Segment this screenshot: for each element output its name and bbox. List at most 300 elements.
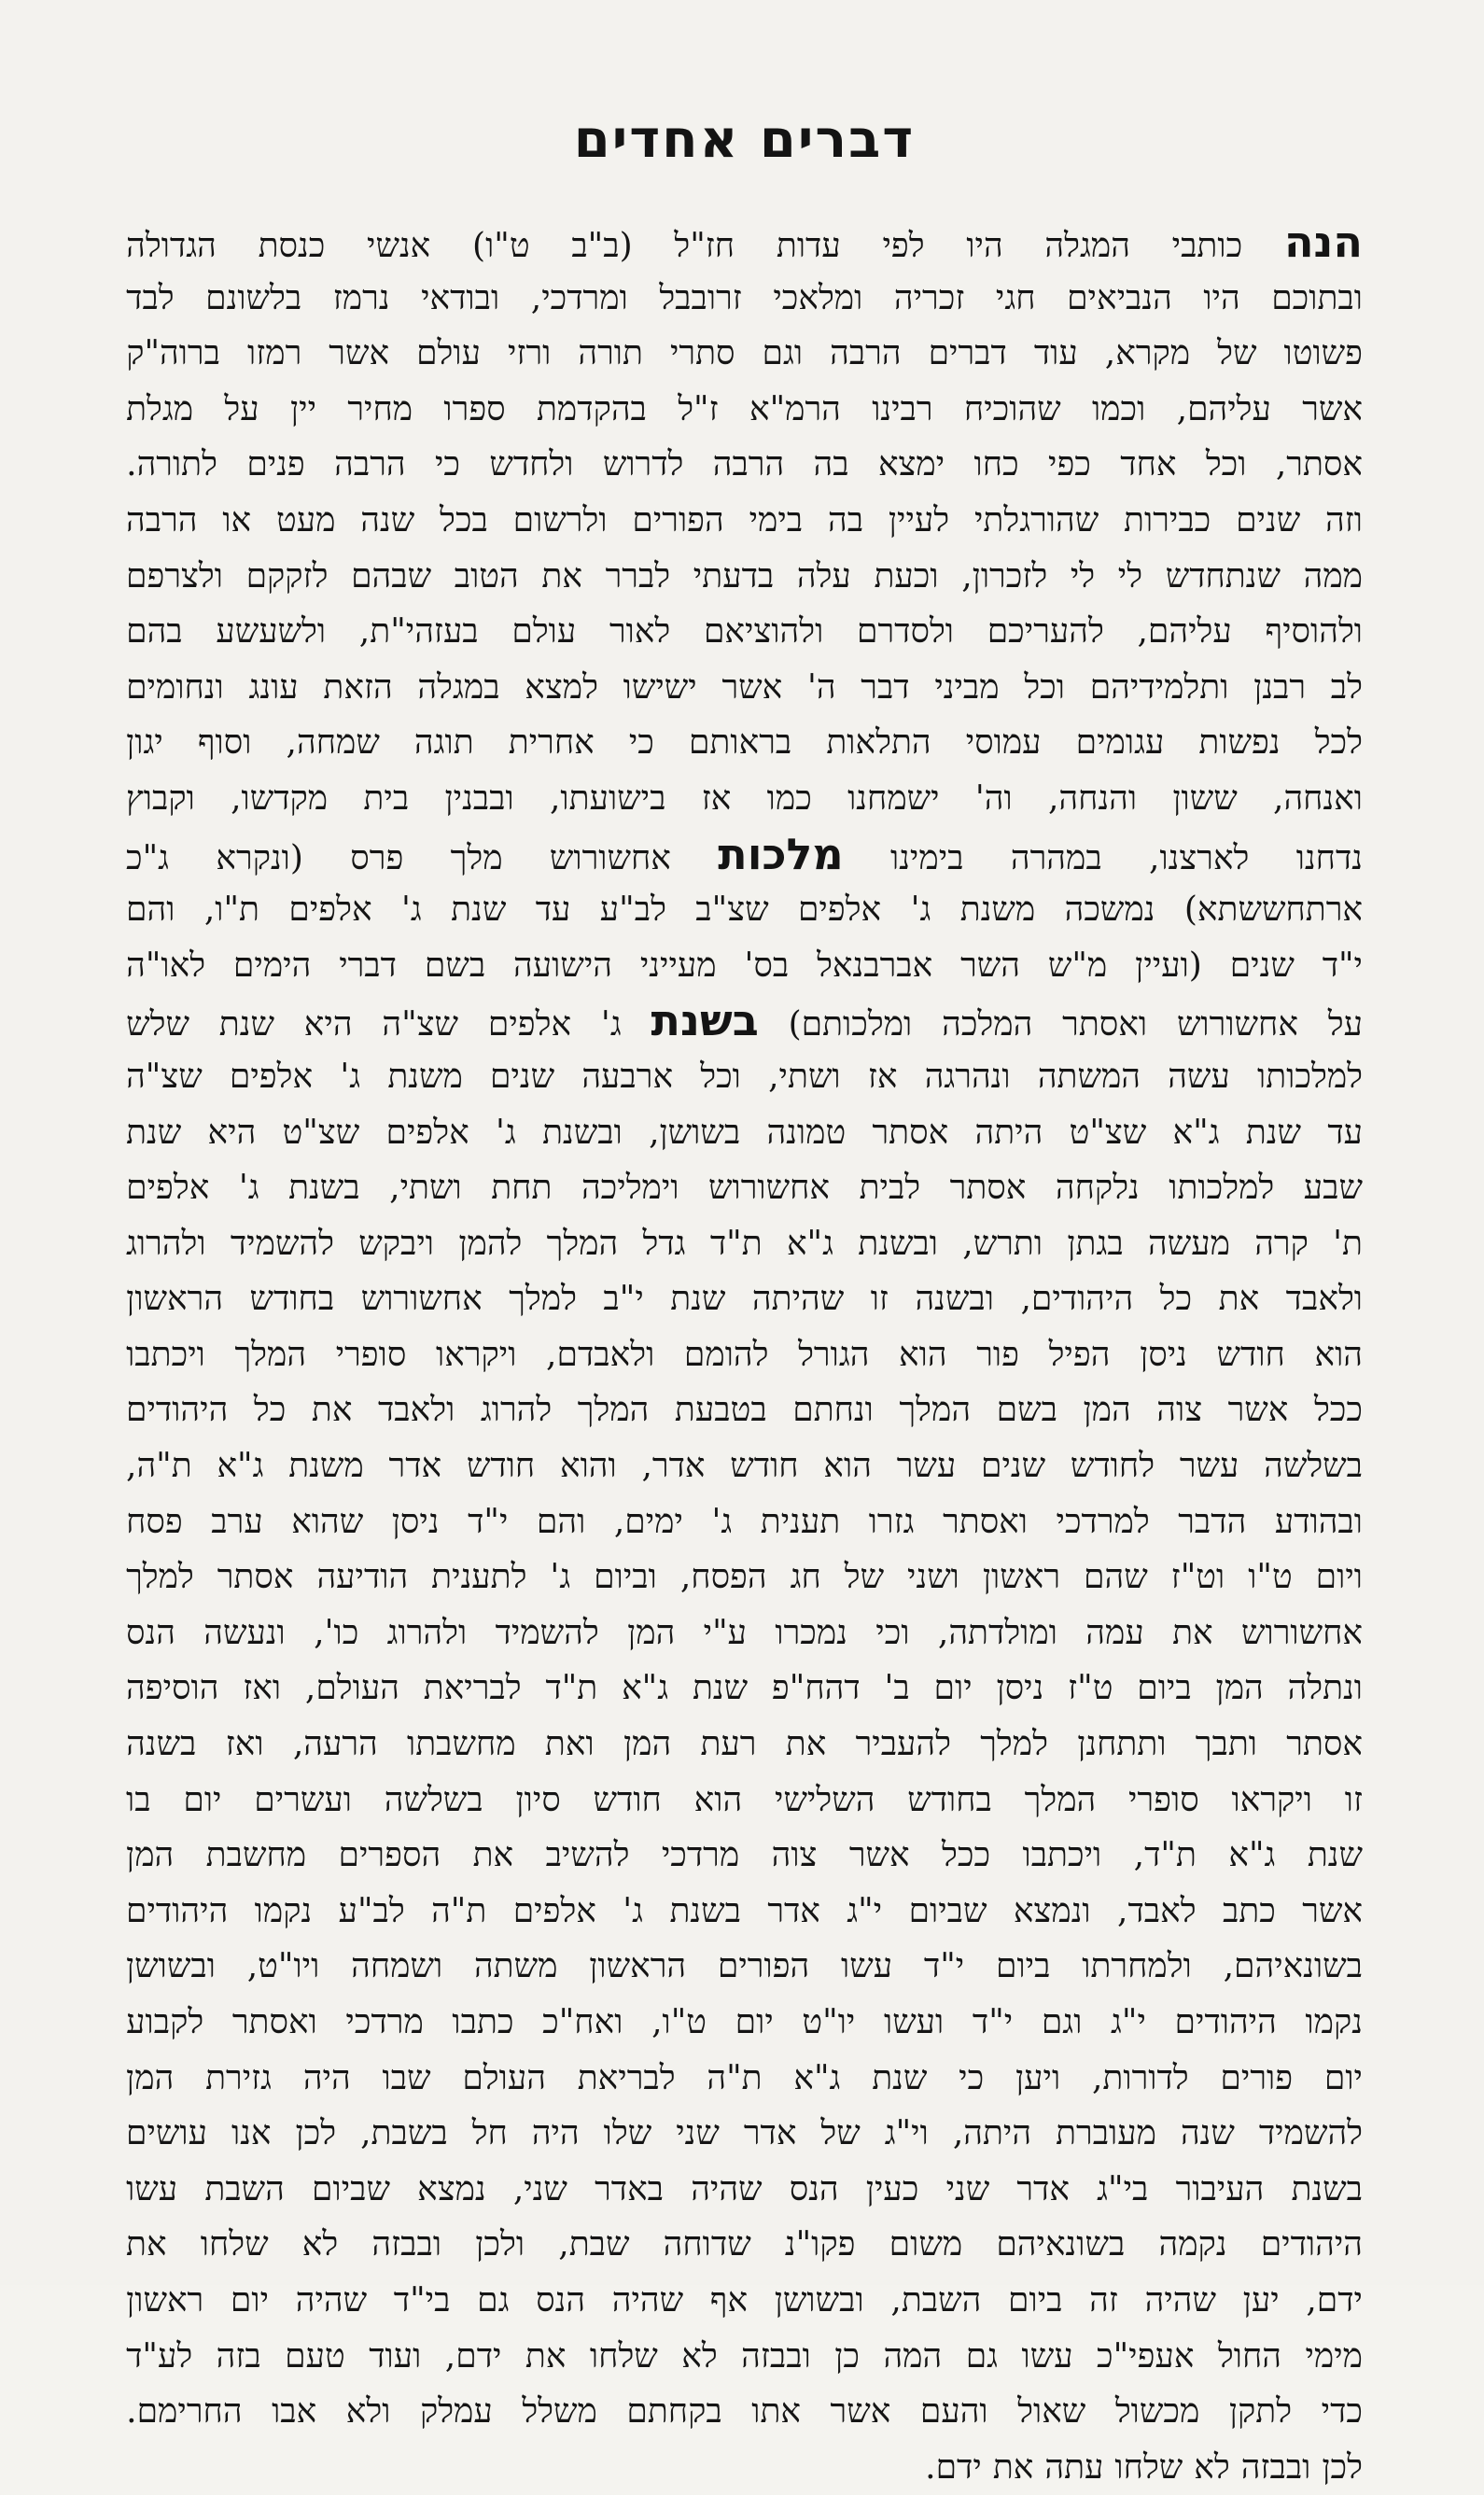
word: אשר bbox=[830, 2392, 891, 2432]
word: י"ג bbox=[1111, 2003, 1146, 2041]
word: זכריה bbox=[893, 278, 965, 317]
word: יין bbox=[289, 389, 317, 428]
word: גם bbox=[477, 2280, 510, 2320]
word: מקדשו, bbox=[231, 778, 329, 818]
word: מימי bbox=[1305, 2336, 1363, 2376]
text-line bbox=[126, 1049, 1363, 1105]
word: ביום bbox=[1137, 1669, 1192, 1708]
word: חז"ל bbox=[674, 227, 735, 265]
word: שצ"ב bbox=[695, 890, 769, 930]
word: הנס bbox=[536, 2280, 586, 2320]
word: המלך bbox=[577, 1391, 650, 1430]
word: שהוא bbox=[291, 1502, 364, 1541]
word: את bbox=[1218, 1280, 1260, 1319]
word: הראשון bbox=[126, 1280, 224, 1319]
word: לאור bbox=[609, 612, 671, 652]
word: הפורים bbox=[717, 1947, 810, 1986]
word: ושתי, bbox=[389, 1169, 462, 1208]
word: הטוב bbox=[454, 556, 519, 596]
word: (ועיין bbox=[1135, 946, 1202, 985]
word: הוסיפה bbox=[126, 1669, 219, 1708]
word: המלך bbox=[546, 1224, 619, 1263]
word: ויכתבו bbox=[1022, 1836, 1102, 1875]
word: ואז bbox=[243, 1669, 282, 1708]
word: כבירות bbox=[1124, 500, 1211, 540]
word: עליהם, bbox=[1137, 612, 1232, 652]
word: היו bbox=[966, 227, 1003, 265]
word: ונתלה bbox=[1287, 1669, 1363, 1708]
text-line bbox=[126, 2440, 1363, 2495]
word: המן bbox=[126, 1836, 175, 1875]
word: ונהרגה bbox=[924, 1057, 1011, 1096]
word: שמחה, bbox=[286, 723, 380, 763]
word: משלל bbox=[522, 2392, 597, 2432]
word: הראשון bbox=[589, 1947, 687, 1986]
word: שבת, bbox=[558, 2225, 630, 2264]
word: מכשול bbox=[1114, 2392, 1200, 2432]
word: ונחומים bbox=[126, 667, 224, 707]
word: המה bbox=[883, 2336, 943, 2376]
word: וה' bbox=[974, 778, 1013, 818]
word: ראשון bbox=[126, 2280, 204, 2320]
word: ובשושן bbox=[126, 1947, 216, 1986]
text-line bbox=[126, 1382, 1363, 1438]
word: שהיה bbox=[611, 2280, 684, 2320]
word: ואז bbox=[225, 1725, 264, 1764]
body-text bbox=[126, 215, 1363, 2495]
word: אלפים bbox=[487, 1005, 572, 1044]
word: הנס bbox=[789, 2169, 839, 2208]
word: שנת bbox=[451, 890, 507, 930]
text-line bbox=[126, 1327, 1363, 1383]
word: אשר bbox=[848, 1836, 910, 1875]
word: העולם bbox=[462, 2058, 546, 2097]
word: ובבזה bbox=[371, 2225, 442, 2264]
display-word: מלכות bbox=[718, 828, 844, 879]
word: הגדולה bbox=[126, 227, 217, 265]
word: לתקן bbox=[1228, 2392, 1293, 2432]
word: סתרי bbox=[669, 334, 735, 373]
word: אדר bbox=[743, 2114, 797, 2153]
text-line bbox=[126, 1271, 1363, 1327]
word: התלאות bbox=[826, 723, 931, 763]
word: ת"ה bbox=[431, 1891, 487, 1930]
word: ויקראו bbox=[436, 1335, 517, 1374]
text-line bbox=[126, 938, 1363, 994]
word: וט"ז bbox=[1170, 1558, 1225, 1597]
word: נקמה bbox=[1158, 2225, 1227, 2264]
word: אז bbox=[701, 778, 732, 818]
word: ישמחנו bbox=[847, 778, 940, 818]
text-line bbox=[126, 1494, 1363, 1550]
word: המגלה bbox=[1044, 227, 1130, 265]
word: והוא bbox=[559, 1447, 617, 1486]
word: את bbox=[785, 1725, 827, 1764]
word: לבד bbox=[126, 278, 175, 317]
word: אנשי bbox=[367, 227, 431, 265]
word: הנס bbox=[126, 1613, 175, 1652]
word: ג"א bbox=[1172, 1113, 1220, 1152]
word: עוד bbox=[1033, 334, 1078, 373]
word: ולאבד bbox=[1285, 1280, 1363, 1319]
text-line bbox=[126, 1773, 1363, 1829]
word: אשר bbox=[721, 667, 783, 707]
text-line bbox=[126, 2273, 1363, 2329]
word: מעשה bbox=[1148, 1224, 1230, 1263]
word: להשמיד bbox=[1258, 2114, 1363, 2153]
word: כפי bbox=[1048, 445, 1091, 484]
word: ב' bbox=[884, 1669, 910, 1708]
text-line bbox=[126, 549, 1363, 605]
word: ובתוכם bbox=[1271, 278, 1363, 317]
word: עמלק bbox=[419, 2392, 493, 2432]
word: בהקדמת bbox=[536, 389, 647, 428]
word: את bbox=[525, 2336, 567, 2376]
word: היהודים bbox=[1174, 2003, 1277, 2041]
word: עולם bbox=[511, 612, 577, 652]
word: יום bbox=[183, 1780, 222, 1819]
word: דבר bbox=[861, 667, 910, 707]
word: ומלאכי bbox=[773, 278, 863, 317]
word: תוגה bbox=[413, 723, 474, 763]
word: את bbox=[311, 1391, 353, 1430]
text-line bbox=[126, 326, 1363, 382]
word: או bbox=[222, 500, 252, 540]
word: הגורל bbox=[798, 1335, 870, 1374]
word: ויכתבו bbox=[126, 1335, 205, 1374]
word: רמזו bbox=[246, 334, 302, 373]
word: כחו bbox=[973, 445, 1019, 484]
word: ראשון bbox=[982, 1558, 1061, 1597]
word: ועשו bbox=[883, 2003, 945, 2041]
word: הרבה bbox=[126, 500, 198, 540]
word: אדר bbox=[1016, 2169, 1070, 2208]
word: ת"ד bbox=[709, 1224, 763, 1263]
word: וכל bbox=[1024, 667, 1065, 707]
word: שהורגלתי bbox=[973, 500, 1099, 540]
word: שנה bbox=[1180, 2114, 1235, 2153]
text-line bbox=[126, 882, 1363, 938]
word: ויום bbox=[1315, 1558, 1363, 1597]
word: כו', bbox=[314, 1613, 359, 1652]
word: אסתר bbox=[1286, 1725, 1363, 1764]
word: ולהרוג bbox=[126, 1224, 206, 1263]
word: כי bbox=[959, 2058, 985, 2097]
word: השבת, bbox=[890, 2280, 982, 2320]
word: ומלכותם) bbox=[788, 1005, 913, 1044]
text-line bbox=[126, 1105, 1363, 1161]
word: החול bbox=[1217, 2336, 1281, 2376]
word: כי bbox=[628, 723, 654, 763]
word: ותלמידיהם bbox=[1089, 667, 1229, 707]
word: ידם, bbox=[1306, 2280, 1363, 2320]
word: לא bbox=[681, 2336, 718, 2376]
word: עשו bbox=[126, 2169, 178, 2208]
word: העולם, bbox=[304, 1669, 399, 1708]
word: כתבו bbox=[452, 2003, 514, 2041]
word: והם bbox=[126, 890, 175, 930]
word: וימליכה bbox=[581, 1169, 679, 1208]
word: נפשות bbox=[1198, 723, 1281, 763]
word: שאול bbox=[1017, 2392, 1086, 2432]
word: ת"ד bbox=[545, 1669, 598, 1708]
word: עשו bbox=[1021, 2336, 1073, 2376]
word: ט"ז bbox=[1068, 1669, 1113, 1708]
word: ולא bbox=[345, 2392, 391, 2432]
word: ט"ו) bbox=[472, 227, 530, 265]
word: ה' bbox=[806, 667, 836, 707]
word: נדחנו bbox=[1295, 838, 1363, 877]
word: הדבר bbox=[1178, 1502, 1247, 1541]
word: ובשושן bbox=[774, 2280, 864, 2320]
word: ולהוסיף bbox=[1265, 612, 1363, 652]
word: סופרי bbox=[1128, 1780, 1199, 1819]
word: לעיין bbox=[888, 500, 950, 540]
word: גדל bbox=[642, 1224, 686, 1263]
word: ישישו bbox=[623, 667, 697, 707]
word: בס' bbox=[744, 946, 790, 985]
word: להשיב bbox=[545, 1836, 630, 1875]
word: ממה bbox=[1303, 556, 1363, 596]
word: למלך bbox=[509, 1280, 577, 1319]
word: ותתחנן bbox=[1077, 1725, 1167, 1764]
word: שלו bbox=[603, 2114, 652, 2153]
word: עתה bbox=[1044, 2447, 1104, 2487]
word: שהיה bbox=[691, 2169, 763, 2208]
word: אחשורוש bbox=[708, 1169, 831, 1208]
text-line bbox=[126, 604, 1363, 660]
word: במגלה bbox=[417, 667, 500, 707]
word: את bbox=[992, 2447, 1034, 2487]
word: ולכן bbox=[475, 2225, 525, 2264]
word: אדר bbox=[767, 1891, 820, 1930]
word: למלך bbox=[126, 1558, 194, 1597]
text-line bbox=[126, 1884, 1363, 1940]
word: לדרוש bbox=[602, 445, 684, 484]
word: בקחתם bbox=[626, 2392, 722, 2432]
word: שבהם bbox=[351, 556, 432, 596]
word: ואת bbox=[544, 1725, 595, 1764]
text-line bbox=[126, 660, 1363, 716]
word: פרס bbox=[350, 838, 404, 877]
word: הרבה bbox=[830, 334, 902, 373]
word: גם bbox=[965, 2336, 999, 2376]
word: לע"ד bbox=[126, 2336, 193, 2376]
display-word: בשנת bbox=[651, 995, 759, 1046]
word: המשתה bbox=[1037, 1057, 1141, 1096]
word: כעין bbox=[865, 2169, 919, 2208]
word: ניסן bbox=[391, 1502, 440, 1541]
word: אף bbox=[709, 2280, 749, 2320]
text-line bbox=[126, 1605, 1363, 1661]
word: ושמחה bbox=[351, 1947, 443, 1986]
word: סיון bbox=[515, 1780, 561, 1819]
word: הרמ"א bbox=[749, 389, 841, 428]
word: עושים bbox=[126, 2114, 207, 2153]
word: לב bbox=[1330, 667, 1363, 707]
word: הנביאים bbox=[1067, 278, 1172, 317]
word: בשבת, bbox=[360, 2114, 448, 2153]
word: ולהוציאם bbox=[703, 612, 824, 652]
word: שלחו bbox=[200, 2225, 269, 2264]
word: בשם bbox=[424, 946, 486, 985]
word: המלך bbox=[234, 1335, 307, 1374]
word: ואסתר bbox=[943, 1502, 1028, 1541]
word: אשר bbox=[329, 334, 390, 373]
word: במהרה bbox=[1010, 838, 1102, 877]
word: זה bbox=[1089, 2280, 1118, 2320]
word: בשושן, bbox=[649, 1113, 741, 1152]
word: השלישי bbox=[775, 1780, 875, 1819]
word: היה bbox=[302, 2058, 351, 2097]
word: ובשנה bbox=[915, 1280, 994, 1319]
word: י"ד bbox=[1322, 946, 1363, 985]
word: עד bbox=[1327, 1113, 1363, 1152]
word: (ונקרא bbox=[216, 838, 303, 877]
word: בי"ג bbox=[1097, 2169, 1149, 2208]
word: על bbox=[1327, 1005, 1363, 1044]
word: המלך bbox=[899, 1391, 972, 1430]
word: לבריאת bbox=[423, 1669, 522, 1708]
text-line bbox=[126, 771, 1363, 827]
word: ויען bbox=[1015, 2058, 1061, 2097]
word: ושתי, bbox=[768, 1057, 841, 1096]
word: ע"י bbox=[703, 1613, 748, 1652]
word: כי bbox=[434, 445, 460, 484]
word: המן bbox=[1083, 1391, 1131, 1430]
word: סופרי bbox=[335, 1335, 407, 1374]
word: אנו bbox=[231, 2114, 272, 2153]
word: היו bbox=[1203, 278, 1240, 317]
word: וסוף bbox=[197, 723, 252, 763]
word: אסתר bbox=[217, 1558, 294, 1597]
word: לכל bbox=[1314, 723, 1363, 763]
word: לב"ע bbox=[599, 890, 666, 930]
word: י"ד bbox=[972, 2003, 1014, 2041]
word: פורים bbox=[1220, 2058, 1294, 2097]
word: כל bbox=[253, 1391, 287, 1430]
word: להשמיד bbox=[230, 1224, 334, 1263]
word: ונחתם bbox=[792, 1391, 874, 1430]
word: חודש bbox=[593, 1780, 662, 1819]
word: כדי bbox=[1321, 2392, 1363, 2432]
word: ויבקש bbox=[358, 1224, 435, 1263]
word: בטבעת bbox=[674, 1391, 767, 1430]
word: החרימם. bbox=[126, 2392, 243, 2432]
word: ג"כ bbox=[126, 838, 170, 877]
word: ואסתר bbox=[1062, 1005, 1148, 1044]
word: עונג bbox=[248, 667, 299, 707]
text-line bbox=[126, 1216, 1363, 1272]
display-word: הנה bbox=[1283, 217, 1363, 267]
word: עמה bbox=[1085, 1613, 1144, 1652]
word: ולאבדם, bbox=[546, 1335, 655, 1374]
word: ז"ל bbox=[678, 389, 719, 428]
word: פשוטו bbox=[1283, 334, 1363, 373]
word: למלך bbox=[980, 1725, 1048, 1764]
text-line bbox=[126, 1995, 1363, 2051]
word: אחשורוש bbox=[1176, 1005, 1298, 1044]
word: נמצא bbox=[417, 2169, 486, 2208]
word: היתה, bbox=[952, 2114, 1032, 2153]
word: שנת bbox=[1307, 1836, 1363, 1875]
word: לא bbox=[301, 2225, 339, 2264]
word: ובשנת bbox=[858, 1224, 938, 1263]
word: קרה bbox=[1254, 1224, 1309, 1263]
word: אשר bbox=[1302, 389, 1363, 428]
word: לארצנו, bbox=[1149, 838, 1250, 877]
word: אדר bbox=[388, 1447, 442, 1486]
word: חודש bbox=[1216, 1335, 1285, 1374]
word: ובבזה bbox=[741, 2336, 811, 2376]
text-line bbox=[126, 2329, 1363, 2385]
word: זרובבל bbox=[659, 278, 742, 317]
word: המן bbox=[1215, 1669, 1264, 1708]
word: ומרדכי, bbox=[530, 278, 628, 317]
text-line bbox=[126, 1661, 1363, 1717]
word: ניסן bbox=[996, 1669, 1044, 1708]
word: כן bbox=[834, 2336, 861, 2376]
word: ולשעשע bbox=[216, 612, 327, 652]
text-line bbox=[126, 1939, 1363, 1995]
word: ת"ה, bbox=[126, 1447, 192, 1486]
word: בהם bbox=[126, 612, 183, 652]
word: בשנת bbox=[1291, 2169, 1363, 2208]
word: את bbox=[472, 1836, 514, 1875]
word: נקמו bbox=[1305, 2003, 1363, 2041]
word: אלפים bbox=[126, 1169, 210, 1208]
word: משנת bbox=[387, 1057, 463, 1096]
word: ככל bbox=[942, 1836, 991, 1875]
word: ותבך bbox=[1195, 1725, 1257, 1764]
word: ויו"ט, bbox=[246, 1947, 320, 1986]
word: אחד bbox=[1120, 445, 1177, 484]
text-line bbox=[126, 1717, 1363, 1773]
word: לב"ע bbox=[338, 1891, 405, 1930]
text-line bbox=[126, 382, 1363, 438]
word: ט"ו bbox=[1248, 1558, 1293, 1597]
word: ימים, bbox=[613, 1502, 683, 1541]
word: לאו"ה bbox=[126, 946, 206, 985]
word: אתו bbox=[751, 2392, 802, 2432]
word: ארבעה bbox=[581, 1057, 674, 1096]
word: עשה bbox=[1168, 1057, 1230, 1096]
word: לתענית bbox=[431, 1558, 527, 1597]
word: וכל bbox=[700, 1057, 741, 1096]
word: אחרית bbox=[508, 723, 595, 763]
word: את bbox=[126, 2225, 167, 2264]
word: את bbox=[1172, 1613, 1213, 1652]
word: אלפים bbox=[288, 890, 372, 930]
word: יו"ט bbox=[802, 2003, 856, 2041]
word: בי"ד bbox=[393, 2280, 451, 2320]
word: ג' bbox=[600, 1005, 622, 1044]
text-line bbox=[126, 2217, 1363, 2273]
word: הספרים bbox=[338, 1836, 441, 1875]
word: ברוה"ק bbox=[126, 334, 220, 373]
word: המן bbox=[126, 2058, 175, 2097]
word: י"ב bbox=[603, 1280, 644, 1319]
word: פור bbox=[976, 1335, 1019, 1374]
word: בישועתו, bbox=[549, 778, 666, 818]
word: מ"ש bbox=[1047, 946, 1108, 985]
word: ולחדש bbox=[489, 445, 574, 484]
word: בשנת bbox=[288, 1169, 360, 1208]
text-line bbox=[126, 827, 1363, 883]
word: אלפים bbox=[385, 1113, 469, 1152]
word: את bbox=[541, 556, 582, 596]
word: בחודש bbox=[907, 1780, 992, 1819]
